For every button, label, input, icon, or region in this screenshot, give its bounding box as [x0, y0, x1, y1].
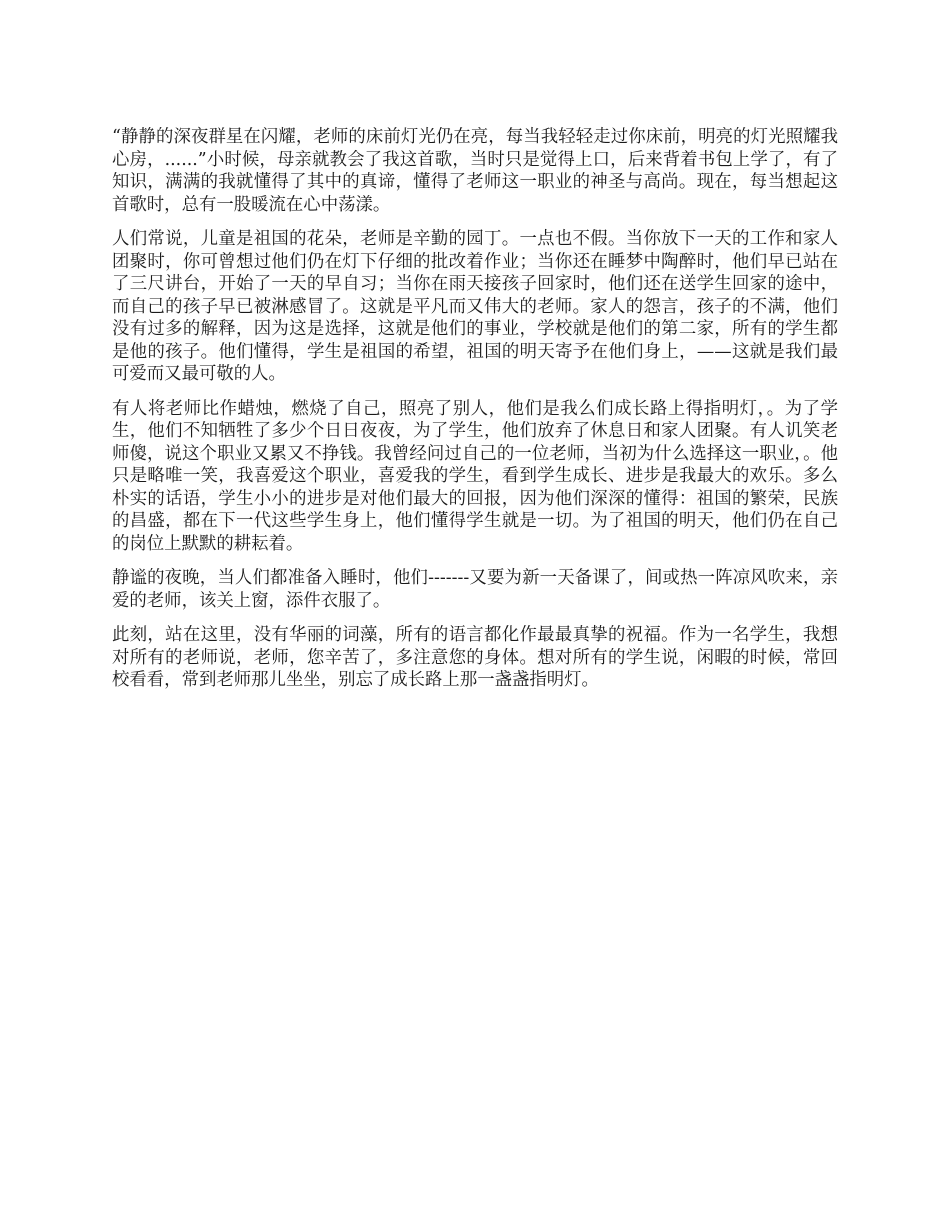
essay-body: [112, 126, 838, 692]
paragraph-1: “静静的深夜群星在闪耀，老师的床前灯光仍在亮，每当我轻轻走过你床前，明亮的灯光照耀我心房，......”小时候，母亲就教会了我这首歌，当时只是觉得上口，后来背着书包上学了，有了知识，满满的我就懂得了其中的真谛，懂得了老师这一职业的神圣与高尚。现在，每当想起这首歌时，总有一股暖流在心中荡漾。: [112, 127, 838, 215]
paragraph-3: 有人将老师比作蜡烛，燃烧了自己，照亮了别人，他们是我么们成长路上得指明灯，。为了学生，他们不知牺牲了多少个日日夜夜，为了学生，他们放弃了休息日和家人团聚。有人讥笑老师傻，说这个职业又累又不挣钱。我曾经问过自己的一位老师，当初为什么选择这一职业，。他只是略唯一笑，我喜爱这个职业，喜爱我的学生，看到学生成长、进步是我最大的欢乐。多么朴实的话语，学生小小的进步是对他们最大的回报，因为他们深深的懂得：祖国的繁荣，民族的昌盛，都在下一代这些学生身上，他们懂得学生就是一切。为了祖国的明天，他们仍在自己的岗位上默默的耕耘着。: [112, 398, 838, 554]
paragraph-5: 此刻，站在这里，没有华丽的词藻，所有的语言都化作最最真挚的祝福。作为一名学生，我想对所有的老师说，老师，您辛苦了，多注意您的身体。想对所有的学生说，闲暇的时候，常回校看看，常到老师那儿坐坐，别忘了成长路上那一盏盏指明灯。: [112, 625, 838, 690]
paragraph-4: 静谧的夜晚，当人们都准备入睡时，他们-------又要为新一天备课了，间或热一阵凉风吹来，亲爱的老师，该关上窗，添件衣服了。: [112, 568, 838, 611]
paragraph-2: 人们常说，儿童是祖国的花朵，老师是辛勤的园丁。一点也不假。当你放下一天的工作和家人团聚时，你可曾想过他们仍在灯下仔细的批改着作业；当你还在睡梦中陶醉时，他们早已站在了三尺讲台，开始了一天的早自习；当你在雨天接孩子回家时，他们还在送学生回家的途中，而自己的孩子早已被淋感冒了。这就是平凡而又伟大的老师。家人的怨言，孩子的不满，他们没有过多的解释，因为这是选择，这就是他们的事业，学校就是他们的第二家，所有的学生都是他的孩子。他们懂得，学生是祖国的希望，祖国的明天寄予在他们身上，——这就是我们最可爱而又最可敬的人。: [112, 229, 838, 384]
